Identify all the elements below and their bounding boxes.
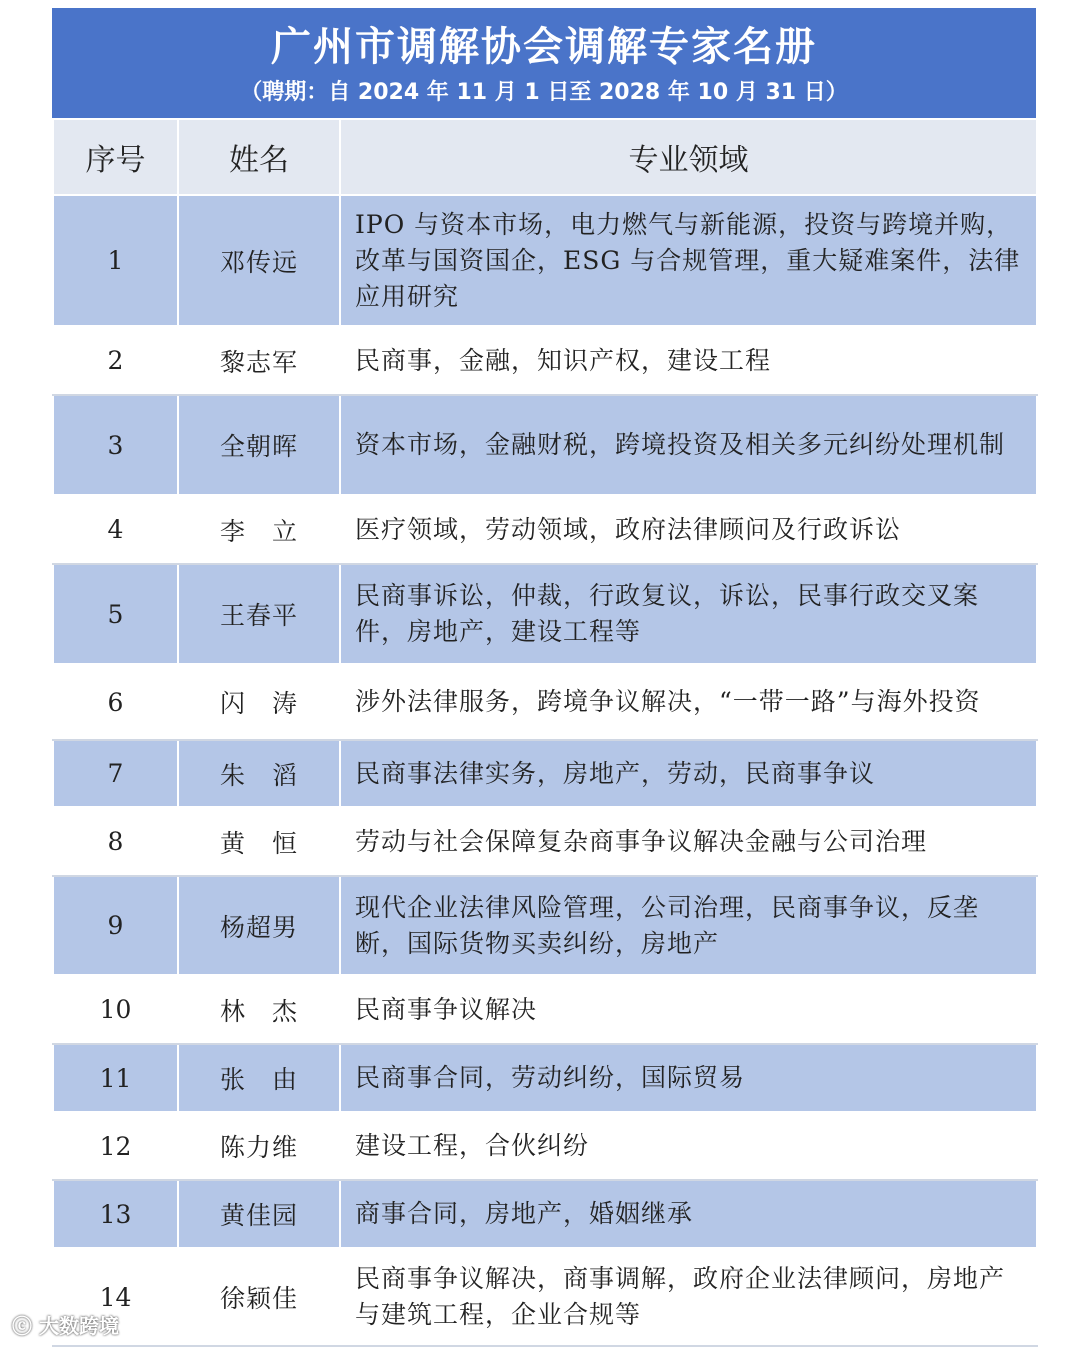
table-row: [53, 807, 1037, 876]
row-field: 涉外法律服务，跨境争议解决，“一带一路”与海外投资: [340, 664, 1037, 740]
roster-table: [52, 118, 1038, 1347]
table-row: [53, 740, 1037, 807]
row-number: 14: [53, 1248, 178, 1346]
watermark-text: 大数跨境: [38, 1314, 119, 1338]
table-row: [53, 1044, 1037, 1112]
row-name: 黎志军: [178, 326, 340, 395]
table-row: [53, 1112, 1037, 1180]
row-name: 朱 滔: [178, 740, 340, 807]
row-field: 民商事法律实务，房地产，劳动，民商事争议: [340, 740, 1037, 807]
row-number: 7: [53, 740, 178, 807]
row-number: 11: [53, 1044, 178, 1112]
row-field: 民商事诉讼，仲裁，行政复议，诉讼，民事行政交叉案件，房地产，建设工程等: [340, 564, 1037, 664]
row-field: 建设工程，合伙纠纷: [340, 1112, 1037, 1180]
table-row: [53, 664, 1037, 740]
page-title: 广州市调解协会调解专家名册: [271, 24, 817, 70]
table-row: [53, 564, 1037, 664]
watermark-icon: ⓒ: [12, 1314, 39, 1338]
table-row: [53, 975, 1037, 1044]
row-field: 民商事争议解决: [340, 975, 1037, 1044]
row-number: 6: [53, 664, 178, 740]
row-field: 民商事争议解决，商事调解，政府企业法律顾问，房地产与建筑工程，企业合规等: [340, 1248, 1037, 1346]
row-name: 李 立: [178, 495, 340, 564]
row-number: 9: [53, 876, 178, 975]
row-field: 现代企业法律风险管理，公司治理，民商事争议，反垄断，国际货物买卖纠纷，房地产: [340, 876, 1037, 975]
page-subtitle: （聘期：自 2024 年 11 月 1 日至 2028 年 10 月 31 日）: [240, 80, 848, 105]
row-number: 1: [53, 195, 178, 326]
row-name: 王春平: [178, 564, 340, 664]
row-field: 民商事，金融，知识产权，建设工程: [340, 326, 1037, 395]
row-name: 徐颖佳: [178, 1248, 340, 1346]
row-name: 黄佳园: [178, 1180, 340, 1248]
row-name: 邓传远: [178, 195, 340, 326]
expert-roster: [52, 8, 1036, 1347]
row-number: 10: [53, 975, 178, 1044]
table-row: [53, 495, 1037, 564]
row-name: 张 由: [178, 1044, 340, 1112]
row-number: 8: [53, 807, 178, 876]
table-row: [53, 326, 1037, 395]
title-bar: [52, 8, 1036, 118]
table-row: [53, 1248, 1037, 1346]
row-field: IPO 与资本市场，电力燃气与新能源，投资与跨境并购，改革与国资国企，ESG 与合规管理，重大疑难案件，法律应用研究: [340, 195, 1037, 326]
row-number: 5: [53, 564, 178, 664]
row-field: 劳动与社会保障复杂商事争议解决金融与公司治理: [340, 807, 1037, 876]
row-name: 黄 恒: [178, 807, 340, 876]
column-header-number: 序号: [53, 119, 178, 195]
column-header-field: 专业领域: [340, 119, 1037, 195]
row-field: 商事合同，房地产，婚姻继承: [340, 1180, 1037, 1248]
row-name: 陈力维: [178, 1112, 340, 1180]
row-name: 杨超男: [178, 876, 340, 975]
column-header-name: 姓名: [178, 119, 340, 195]
row-number: 2: [53, 326, 178, 395]
table-row: [53, 1180, 1037, 1248]
row-name: 全朝晖: [178, 395, 340, 495]
row-number: 12: [53, 1112, 178, 1180]
row-field: 医疗领域，劳动领域，政府法律顾问及行政诉讼: [340, 495, 1037, 564]
row-number: 4: [53, 495, 178, 564]
watermark-logo: [12, 1310, 119, 1339]
row-number: 3: [53, 395, 178, 495]
table-row: [53, 395, 1037, 495]
row-field: 资本市场，金融财税，跨境投资及相关多元纠纷处理机制: [340, 395, 1037, 495]
row-number: 13: [53, 1180, 178, 1248]
row-name: 闪 涛: [178, 664, 340, 740]
row-name: 林 杰: [178, 975, 340, 1044]
table-row: [53, 195, 1037, 326]
table-header-row: [53, 119, 1037, 195]
table-row: [53, 876, 1037, 975]
row-field: 民商事合同，劳动纠纷，国际贸易: [340, 1044, 1037, 1112]
